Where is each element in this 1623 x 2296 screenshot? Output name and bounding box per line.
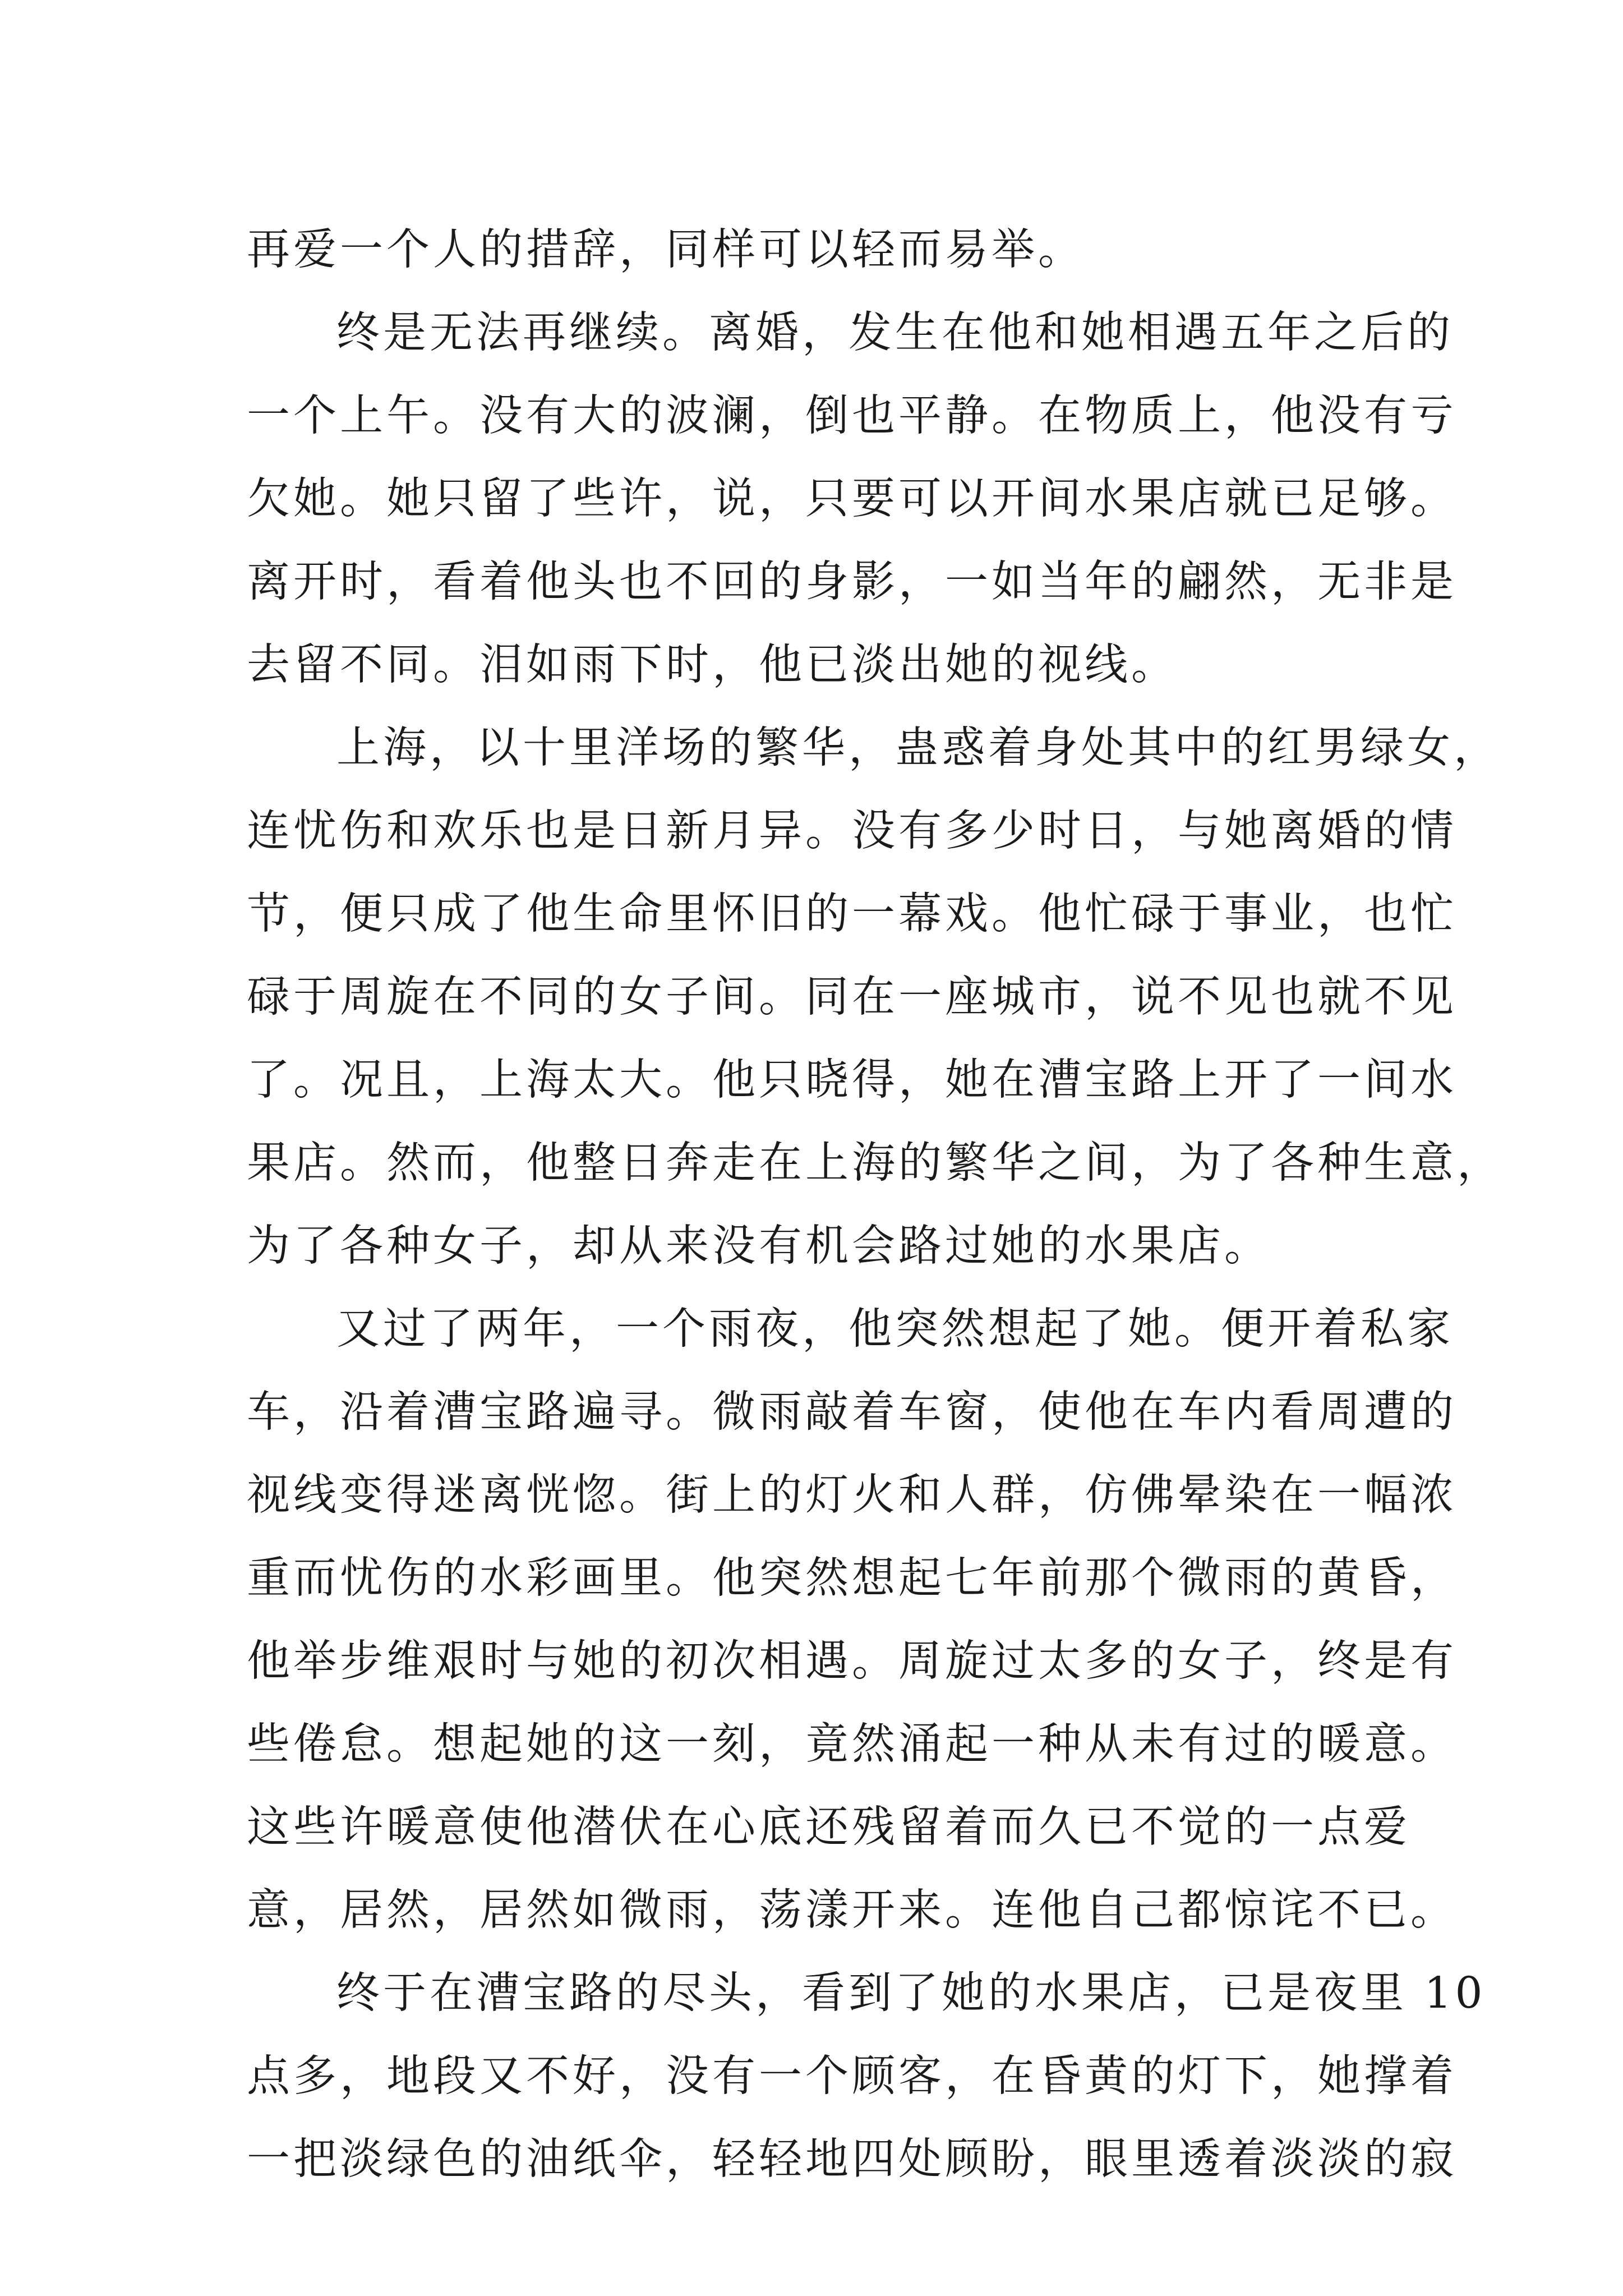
text-line: 节，便只成了他生命里怀旧的一幕戏。他忙碌于事业，也忙 xyxy=(247,889,1457,939)
body-text xyxy=(247,209,1504,2201)
text-line: 果店。然而，他整日奔走在上海的繁华之间，为了各种生意， xyxy=(247,1138,1504,1188)
text-line: 上海，以十里洋场的繁华，蛊惑着身处其中的红男绿女， xyxy=(336,723,1500,773)
text-line: 终于在漕宝路的尽头，看到了她的水果店，已是夜里 10 xyxy=(336,1968,1486,2018)
text-line: 碌于周旋在不同的女子间。同在一座城市，说不见也就不见 xyxy=(247,972,1457,1022)
text-line: 点多，地段又不好，没有一个顾客，在昏黄的灯下，她撑着 xyxy=(247,2051,1457,2101)
text-line: 终是无法再继续。离婚，发生在他和她相遇五年之后的 xyxy=(336,308,1454,358)
text-line: 些倦怠。想起她的这一刻，竟然涌起一种从未有过的暖意。 xyxy=(247,1719,1457,1769)
text-line: 为了各种女子，却从来没有机会路过她的水果店。 xyxy=(247,1221,1271,1271)
text-line: 离开时，看着他头也不回的身影，一如当年的翩然，无非是 xyxy=(247,557,1457,607)
text-line: 意，居然，居然如微雨，荡漾开来。连他自己都惊诧不已。 xyxy=(247,1885,1457,1935)
text-line: 又过了两年，一个雨夜，他突然想起了她。便开着私家 xyxy=(336,1304,1454,1354)
text-line: 他举步维艰时与她的初次相遇。周旋过太多的女子，终是有 xyxy=(247,1636,1457,1686)
text-line: 去留不同。泪如雨下时，他已淡出她的视线。 xyxy=(247,640,1178,690)
text-line: 一个上午。没有大的波澜，倒也平静。在物质上，他没有亏 xyxy=(247,391,1457,441)
text-line: 连忧伤和欢乐也是日新月异。没有多少时日，与她离婚的情 xyxy=(247,806,1457,856)
text-line: 视线变得迷离恍惚。街上的灯火和人群，仿佛晕染在一幅浓 xyxy=(247,1470,1457,1520)
text-line: 一把淡绿色的油纸伞，轻轻地四处顾盼，眼里透着淡淡的寂 xyxy=(247,2134,1457,2184)
text-line: 了。况且，上海太大。他只晓得，她在漕宝路上开了一间水 xyxy=(247,1055,1457,1105)
text-line: 重而忧伤的水彩画里。他突然想起七年前那个微雨的黄昏， xyxy=(247,1553,1457,1603)
text-line: 这些许暖意使他潜伏在心底还残留着而久已不觉的一点爱 xyxy=(247,1802,1410,1852)
text-line: 欠她。她只留了些许，说，只要可以开间水果店就已足够。 xyxy=(247,474,1457,524)
text-line: 车，沿着漕宝路遍寻。微雨敲着车窗，使他在车内看周遭的 xyxy=(247,1387,1457,1437)
text-line: 再爱一个人的措辞，同样可以轻而易举。 xyxy=(247,225,1085,275)
